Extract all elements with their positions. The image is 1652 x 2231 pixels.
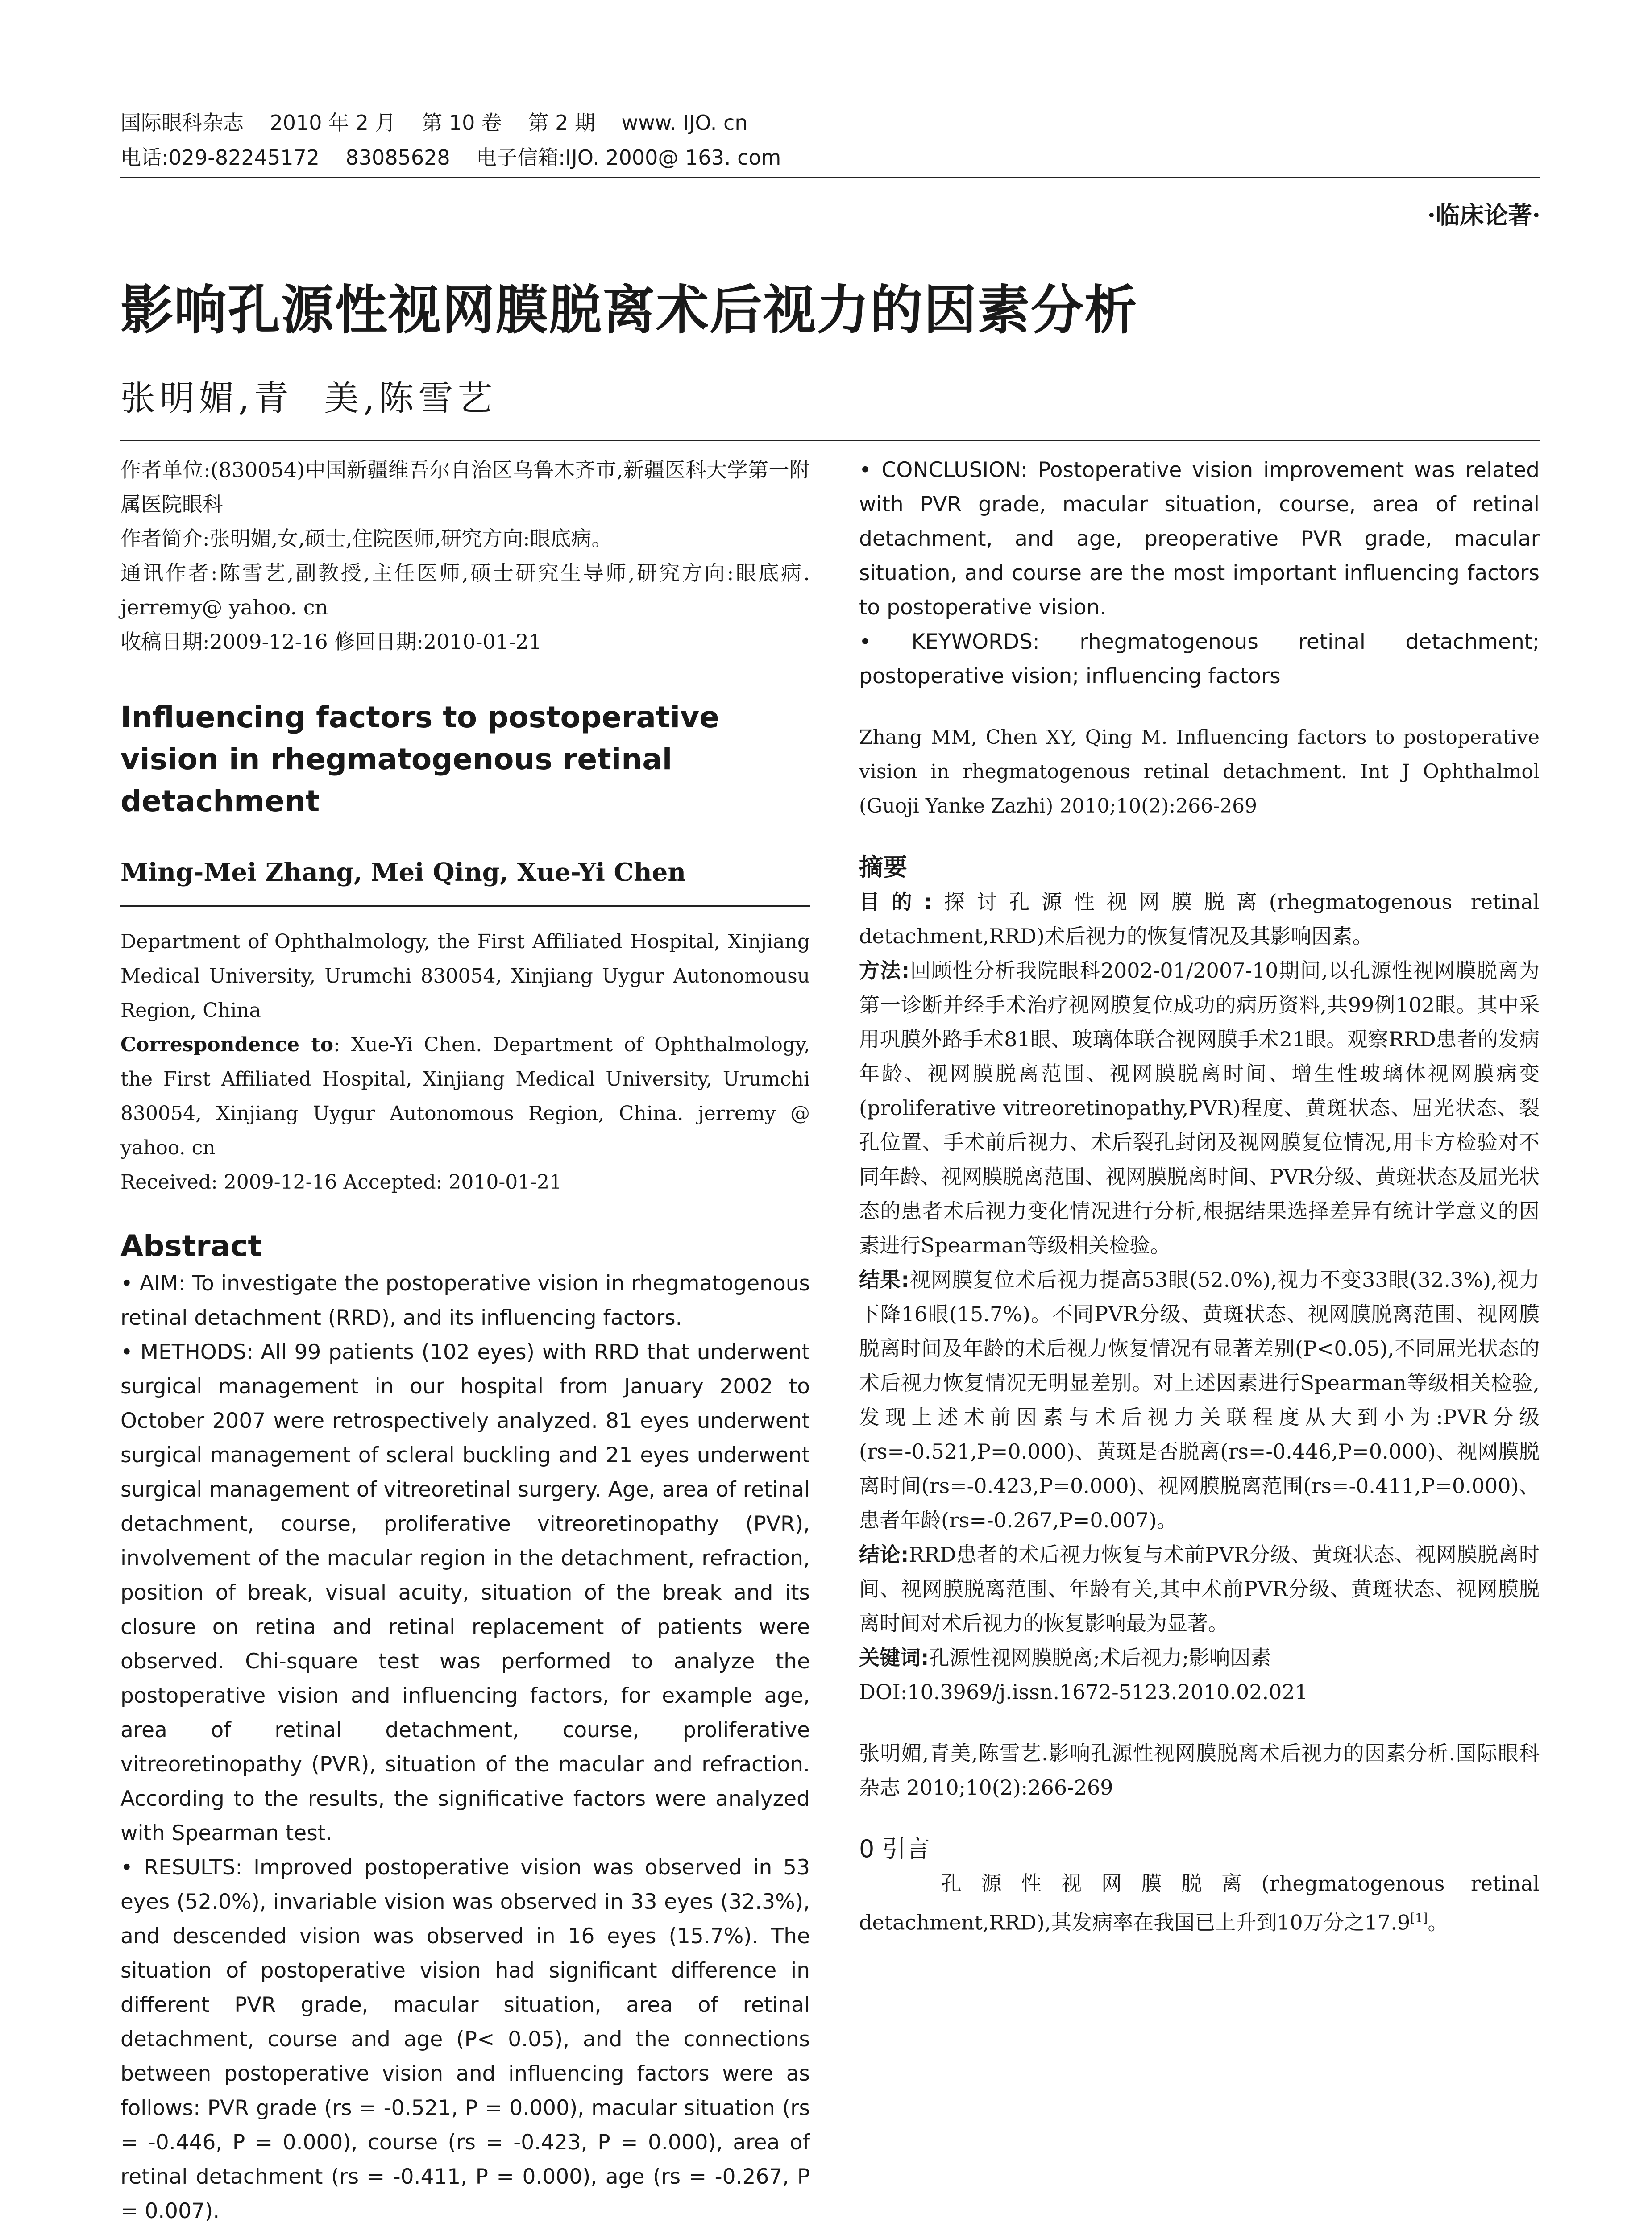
abstract-cn-keywords bbox=[859, 1641, 1540, 1675]
received-en: Received: 2009-12-16 Accepted: 2010-01-21 bbox=[120, 1171, 562, 1194]
section-label: ·临床论著· bbox=[1427, 201, 1540, 229]
citation-cn: 张明媚,青美,陈雪艺.影响孔源性视网膜脱离术后视力的因素分析.国际眼科杂志 2010;10(2):266-269 bbox=[859, 1741, 1540, 1800]
abstract-methods: • METHODS: All 99 patients (102 eyes) with RRD that underwent surgical management in our hospital from January 2002 to October 2007 were retrospectively analyzed. 81 eyes underwent surgical management of scleral buckling and 21 eyes underwent surgical management of vitreoretinal surgery. Age, area of retinal detachment, course, proliferative vitreoretinopathy (PVR), involvement of the macular region in the detachment, refraction, position of break, visual acuity, situation of the break and its closure on retina and retinal replacement of patients were observed. Chi-square test was performed to analyze the postoperative vision and influencing factors, for example age, area of retinal detachment, course, proliferative vitreoretinopathy (PVR), situation of the macular and refraction. According to the results, the significative factors were analyzed with Spearman test. bbox=[120, 1340, 810, 1845]
right-column bbox=[859, 453, 1540, 1940]
citation-en: Zhang MM, Chen XY, Qing M. Influencing factors to postoperative vision in rhegmatogenous retinal detachment. Int J Ophthalmol (Guoji Yanke Zazhi) 2010;10(2):266-269 bbox=[859, 726, 1540, 817]
results-label: 结果: bbox=[859, 1268, 909, 1292]
methods-text: 回顾性分析我院眼科2002-01/2007-10期间,以孔源性视网膜脱离为第一诊断并经手术治疗视网膜复位成功的病历资料,共99例102眼。其中采用巩膜外路手术81眼、玻璃体联合视网膜手术21眼。观察RRD患者的发病年龄、视网膜脱离范围、视网膜脱离时间、增生性玻璃体视网膜病变(proliferative vitreoretinopathy,PVR)程度、黄斑状态、屈光状态、裂孔位置、手术前后视力、术后裂孔封闭及视网膜复位情况,用卡方检验对不同年龄、视网膜脱离范围、视网膜脱离时间、PVR分级、黄斑状态及屈光状态的患者术后视力变化情况进行分析,根据结果选择差异有统计学意义的因素进行Spearman等级相关检验。 bbox=[859, 958, 1540, 1257]
conclusion-text: RRD患者的术后视力恢复与术前PVR分级、黄斑状态、视网膜脱离时间、视网膜脱离范围、年龄有关,其中术前PVR分级、黄斑状态、视网膜脱离时间对术后视力的恢复影响最为显著。 bbox=[859, 1543, 1540, 1635]
correspondence-en bbox=[120, 1028, 810, 1165]
abstract-cn-results bbox=[859, 1263, 1540, 1538]
keywords-text: 孔源性视网膜脱离;术后视力;影响因素 bbox=[929, 1646, 1271, 1670]
abstract-keywords: • KEYWORDS: rhegmatogenous retinal detachment; postoperative vision; influencing factors bbox=[859, 630, 1540, 688]
conclusion-label: 结论: bbox=[859, 1543, 909, 1567]
article-title-cn: 影响孔源性视网膜脱离术后视力的因素分析 bbox=[120, 279, 1138, 341]
intro-text: 孔源性视网膜脱离(rhegmatogenous retinal detachment,RRD),其发病率在我国已上升到10万分之17.9 bbox=[859, 1871, 1540, 1935]
abstract-cn-conclusion bbox=[859, 1538, 1540, 1641]
keywords-label: 关键词: bbox=[859, 1646, 929, 1670]
intro-paragraph bbox=[859, 1866, 1540, 1940]
header-rule bbox=[120, 177, 1540, 178]
methods-label: 方法: bbox=[859, 958, 910, 983]
abstract-aim: • AIM: To investigate the postoperative vision in rhegmatogenous retinal detachment (RRD), and its influencing factors. bbox=[120, 1271, 810, 1330]
authors-cn: 张明媚,青 美,陈雪艺 bbox=[120, 378, 497, 419]
abstract-conclusion: • CONCLUSION: Postoperative vision improvement was related with PVR grade, macular situation, course, area of retinal detachment, and age, preoperative PVR grade, macular situation, and course are the most important influencing factors to postoperative vision. bbox=[859, 458, 1540, 620]
aim-text: 探讨孔源性视网膜脱离(rhegmatogenous retinal detachment,RRD)术后视力的恢复情况及其影响因素。 bbox=[859, 890, 1540, 948]
abstract-cn-aim bbox=[859, 885, 1540, 954]
abstract-heading-cn: 摘要 bbox=[859, 853, 907, 881]
article-title-en: Influencing factors to postoperative vision in rhegmatogenous retinal detachment bbox=[120, 700, 719, 818]
dates-cn: 收稿日期:2009-12-16 修回日期:2010-01-21 bbox=[120, 630, 542, 654]
correspondence-label: Correspondence to bbox=[120, 1033, 334, 1056]
intro-heading: 0 引言 bbox=[859, 1835, 930, 1863]
abstract-results: • RESULTS: Improved postoperative vision was observed in 53 eyes (52.0%), invariable vision was observed in 33 eyes (32.3%), and descended vision was observed in 16 eyes (15.7%). The situation of postoperative vision had significant difference in different PVR grade, macular situation, area of retinal detachment, course and age (P< 0.05), and the connections between postoperative vision and influencing factors were as follows: PVR grade (rs = -0.521, P = 0.000), macular situation (rs = -0.446, P = 0.000), course (rs = -0.423, P = 0.000), area of retinal detachment (rs = -0.411, P = 0.000), age (rs = -0.267, P = 0.007). bbox=[120, 1855, 810, 2223]
intro-tail: 。 bbox=[1428, 1910, 1449, 1935]
authors-en: Ming-Mei Zhang, Mei Qing, Xue-Yi Chen bbox=[120, 858, 686, 887]
results-text: 视网膜复位术后视力提高53眼(52.0%),视力不变33眼(32.3%),视力下降16眼(15.7%)。不同PVR分级、黄斑状态、视网膜脱离范围、视网膜脱离时间及年龄的术后视力恢复情况有显著差别(P<0.05),不同屈光状态的术后视力恢复情况无明显差别。对上述因素进行Spearman等级相关检验,发现上述术前因素与术后视力关联程度从大到小为:PVR分级(rs=-0.521,P=0.000)、黄斑是否脱离(rs=-0.446,P=0.000)、视网膜脱离时间(rs=-0.423,P=0.000)、视网膜脱离范围(rs=-0.411,P=0.000)、患者年龄(rs=-0.267,P=0.007)。 bbox=[859, 1268, 1540, 1532]
affiliation-en: Department of Ophthalmology, the First Affiliated Hospital, Xinjiang Medical University, Urumchi 830054, Xinjiang Uygur Autonomousu Region, China bbox=[120, 930, 810, 1022]
authors-rule bbox=[120, 905, 810, 907]
journal-info-line: 国际眼科杂志 2010 年 2 月 第 10 卷 第 2 期 www. IJO. cn bbox=[120, 111, 748, 135]
aim-label: 目的: bbox=[859, 890, 932, 914]
abstract-heading-en: Abstract bbox=[120, 1229, 262, 1263]
author-intro: 作者简介:张明媚,女,硕士,住院医师,研究方向:眼底病。 bbox=[120, 527, 612, 551]
correspondence-cn: 通讯作者:陈雪艺,副教授,主任医师,硕士研究生导师,研究方向:眼底病. jerremy@ yahoo. cn bbox=[120, 561, 810, 619]
journal-header bbox=[120, 105, 1540, 175]
intro-ref: [1] bbox=[1410, 1911, 1428, 1925]
doi: DOI:10.3969/j.issn.1672-5123.2010.02.021 bbox=[859, 1680, 1308, 1704]
journal-contact-line: 电话:029-82245172 83085628 电子信箱:IJO. 2000@ 163. com bbox=[120, 145, 781, 170]
abstract-cn-methods bbox=[859, 954, 1540, 1263]
left-column bbox=[120, 453, 810, 2228]
affiliation-unit: 作者单位:(830054)中国新疆维吾尔自治区乌鲁木齐市,新疆医科大学第一附属医院眼科 bbox=[120, 458, 810, 516]
title-rule bbox=[120, 440, 1540, 441]
correspondence-text: : Xue-Yi Chen. Department of Ophthalmology, the First Affiliated Hospital, Xinjiang Medical University, Urumchi 830054, Xinjiang Uygur Autonomous Region, China. jerremy @ yahoo. cn bbox=[120, 1033, 810, 1159]
